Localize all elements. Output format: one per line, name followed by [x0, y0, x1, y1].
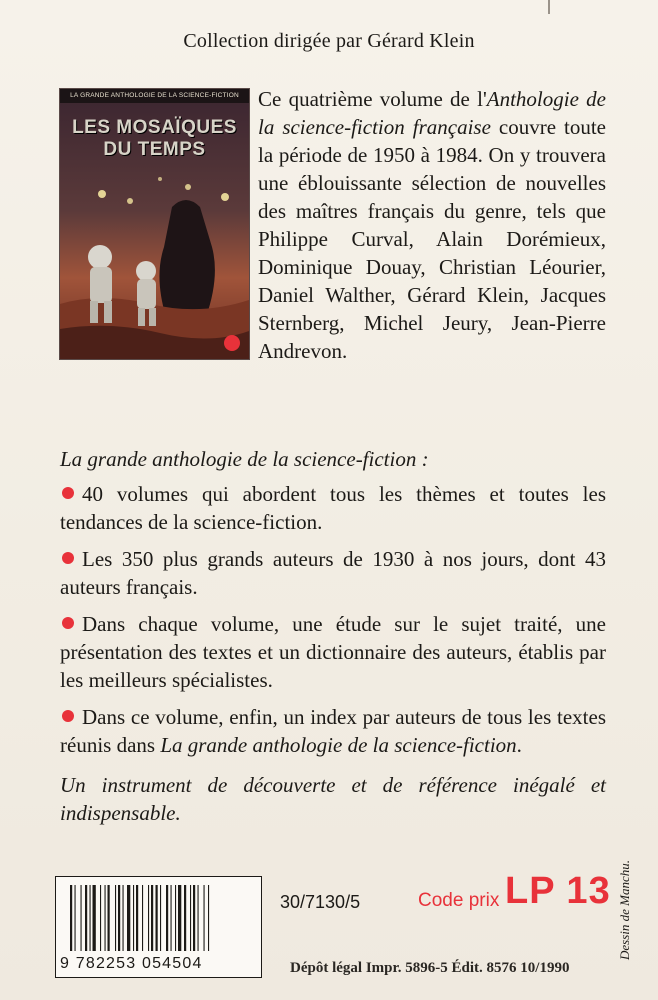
bullet-text: Dans ce volume, enfin, un index par auteurs de tous les textes réunis dans [60, 705, 606, 757]
anthology-title: La grande anthologie de la science-fiction : [60, 447, 429, 471]
product-code: 30/7130/5 [280, 892, 361, 912]
edge-mark [548, 0, 550, 14]
collection-header: Collection dirigée par Gérard Klein [183, 30, 475, 52]
bullet-item [60, 703, 606, 759]
cover-title-line1: LES MOSAÏQUES [72, 117, 237, 138]
cover-series-label: LA GRANDE ANTHOLOGIE DE LA SCIENCE-FICTION [60, 89, 249, 103]
red-bullet-icon [62, 617, 74, 629]
intro-italic-title: Anthologie de la science-fiction française [258, 87, 606, 139]
cover-title-line2: DU TEMPS [103, 139, 206, 160]
bullet-italic-title: La grande anthologie de la science-fiction [160, 733, 517, 757]
red-bullet-icon [62, 710, 74, 722]
bullet-item [60, 610, 606, 694]
barcode-number: 9 782253 054504 [60, 955, 203, 972]
barcode [55, 876, 262, 978]
red-bullet-icon [62, 487, 74, 499]
illustration-credit: Dessin de Manchu. [617, 859, 632, 960]
legal-deposit: Dépôt légal Impr. 5896-5 Édit. 8576 10/1990 [290, 960, 570, 976]
red-bullet-icon [62, 552, 74, 564]
intro-text-1: Ce quatrième volume de l' [258, 87, 487, 111]
bullet-text: Les 350 plus grands auteurs de 1930 à nos jours, dont 43 auteurs français. [60, 547, 606, 599]
code-prix-label: Code prix [418, 890, 500, 911]
bullet-text: 40 volumes qui abordent tous les thèmes et toutes les tendances de la science-fiction. [60, 482, 606, 534]
bullet-text: Dans chaque volume, une étude sur le sujet traité, une présentation des textes et un dictionnaire des auteurs, établis par les meilleurs spécialistes. [60, 612, 606, 692]
bullet-item [60, 480, 606, 536]
cover-title [60, 117, 249, 161]
price-code: LP 13 [505, 870, 611, 912]
bullet-text-end: . [516, 733, 522, 757]
bullet-list [60, 480, 606, 768]
bullet-item [60, 545, 606, 601]
barcode-bars-icon [70, 885, 248, 951]
closing-statement: Un instrument de découverte et de référence inégalé et indispensable. [60, 773, 606, 825]
intro-text-2: couvre toute la période de 1950 à 1984. On y trouvera une éblouissante sélection de nouvelles des maîtres français du genre, tels que Philippe Curval, Alain Dorémieux, Dominique Douay, Christian Léourier, Daniel Walther, Gérard Klein, Jacques Sternberg, Michel Jeury, Jean-Pierre Andrevon. [258, 115, 606, 363]
cover-thumbnail [60, 89, 249, 359]
